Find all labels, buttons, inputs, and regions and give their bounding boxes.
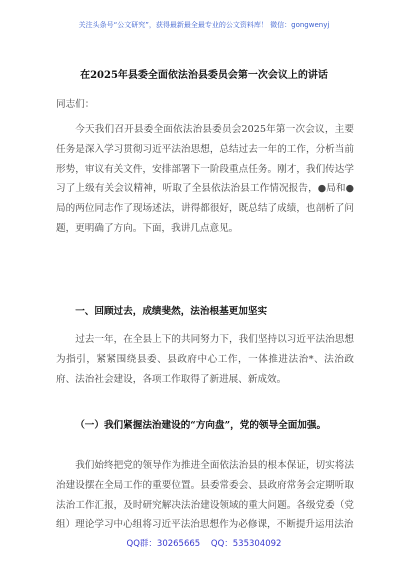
subsection-1-paragraph: 我们始终把党的领导作为推进全面依法治县的根本保证，切实将法治建设摆在全局工作的重要位置。县委常委会、县政府常务会定期听取法治工作汇报，及时研究解决法治建设领域的重大问题。各级党委（党组）理论学习中心组将习近平法治思想作为必修课，不断提升运用法治 [56,460,354,531]
intro-paragraph: 今天我们召开县委全面依法治县委员会2025年第一次会议，主要任务是深入学习贯彻习近平法治思想，总结过去一年的工作，分析当前形势，审议有关文件，安排部署下一阶段重点任务。刚才，我们传达学习了上级有关会议精神，听取了全县依法治县工作情况报告，●局和●局的两位同志作了现场述法，讲得都很好，既总结了成绩，也剖析了问题，更明确了方向。下面，我讲几点意见。 [56,124,354,234]
section-heading-1: 一、回顾过去，成绩斐然，法治根基更加坚实 [75,306,268,317]
qq-text: QQ：535304092 [210,539,282,549]
section-1-paragraph: 过去一年，在全县上下的共同努力下，我们坚持以习近平法治思想为指引，紧紧围绕县委、县政府中心工作，一体推进法治*、法治政府、法治社会建设，各项工作取得了新进展、新成效。 [56,334,354,385]
footer-contact [0,537,408,549]
qq-group-text: QQ群：30265665 [126,539,201,549]
salutation: 同志们： [56,99,95,110]
subsection-heading-1: （一）我们紧握法治建设的“方向盘”，党的领导全面加强。 [75,420,327,431]
document-title: 在2025年县委全面依法治县委员会第一次会议上的讲话 [80,70,328,81]
promo-banner: 关注头条号“公文研究”，获得最新最全最专业的公文资料库！ 微信：gongwenyj [78,21,330,29]
